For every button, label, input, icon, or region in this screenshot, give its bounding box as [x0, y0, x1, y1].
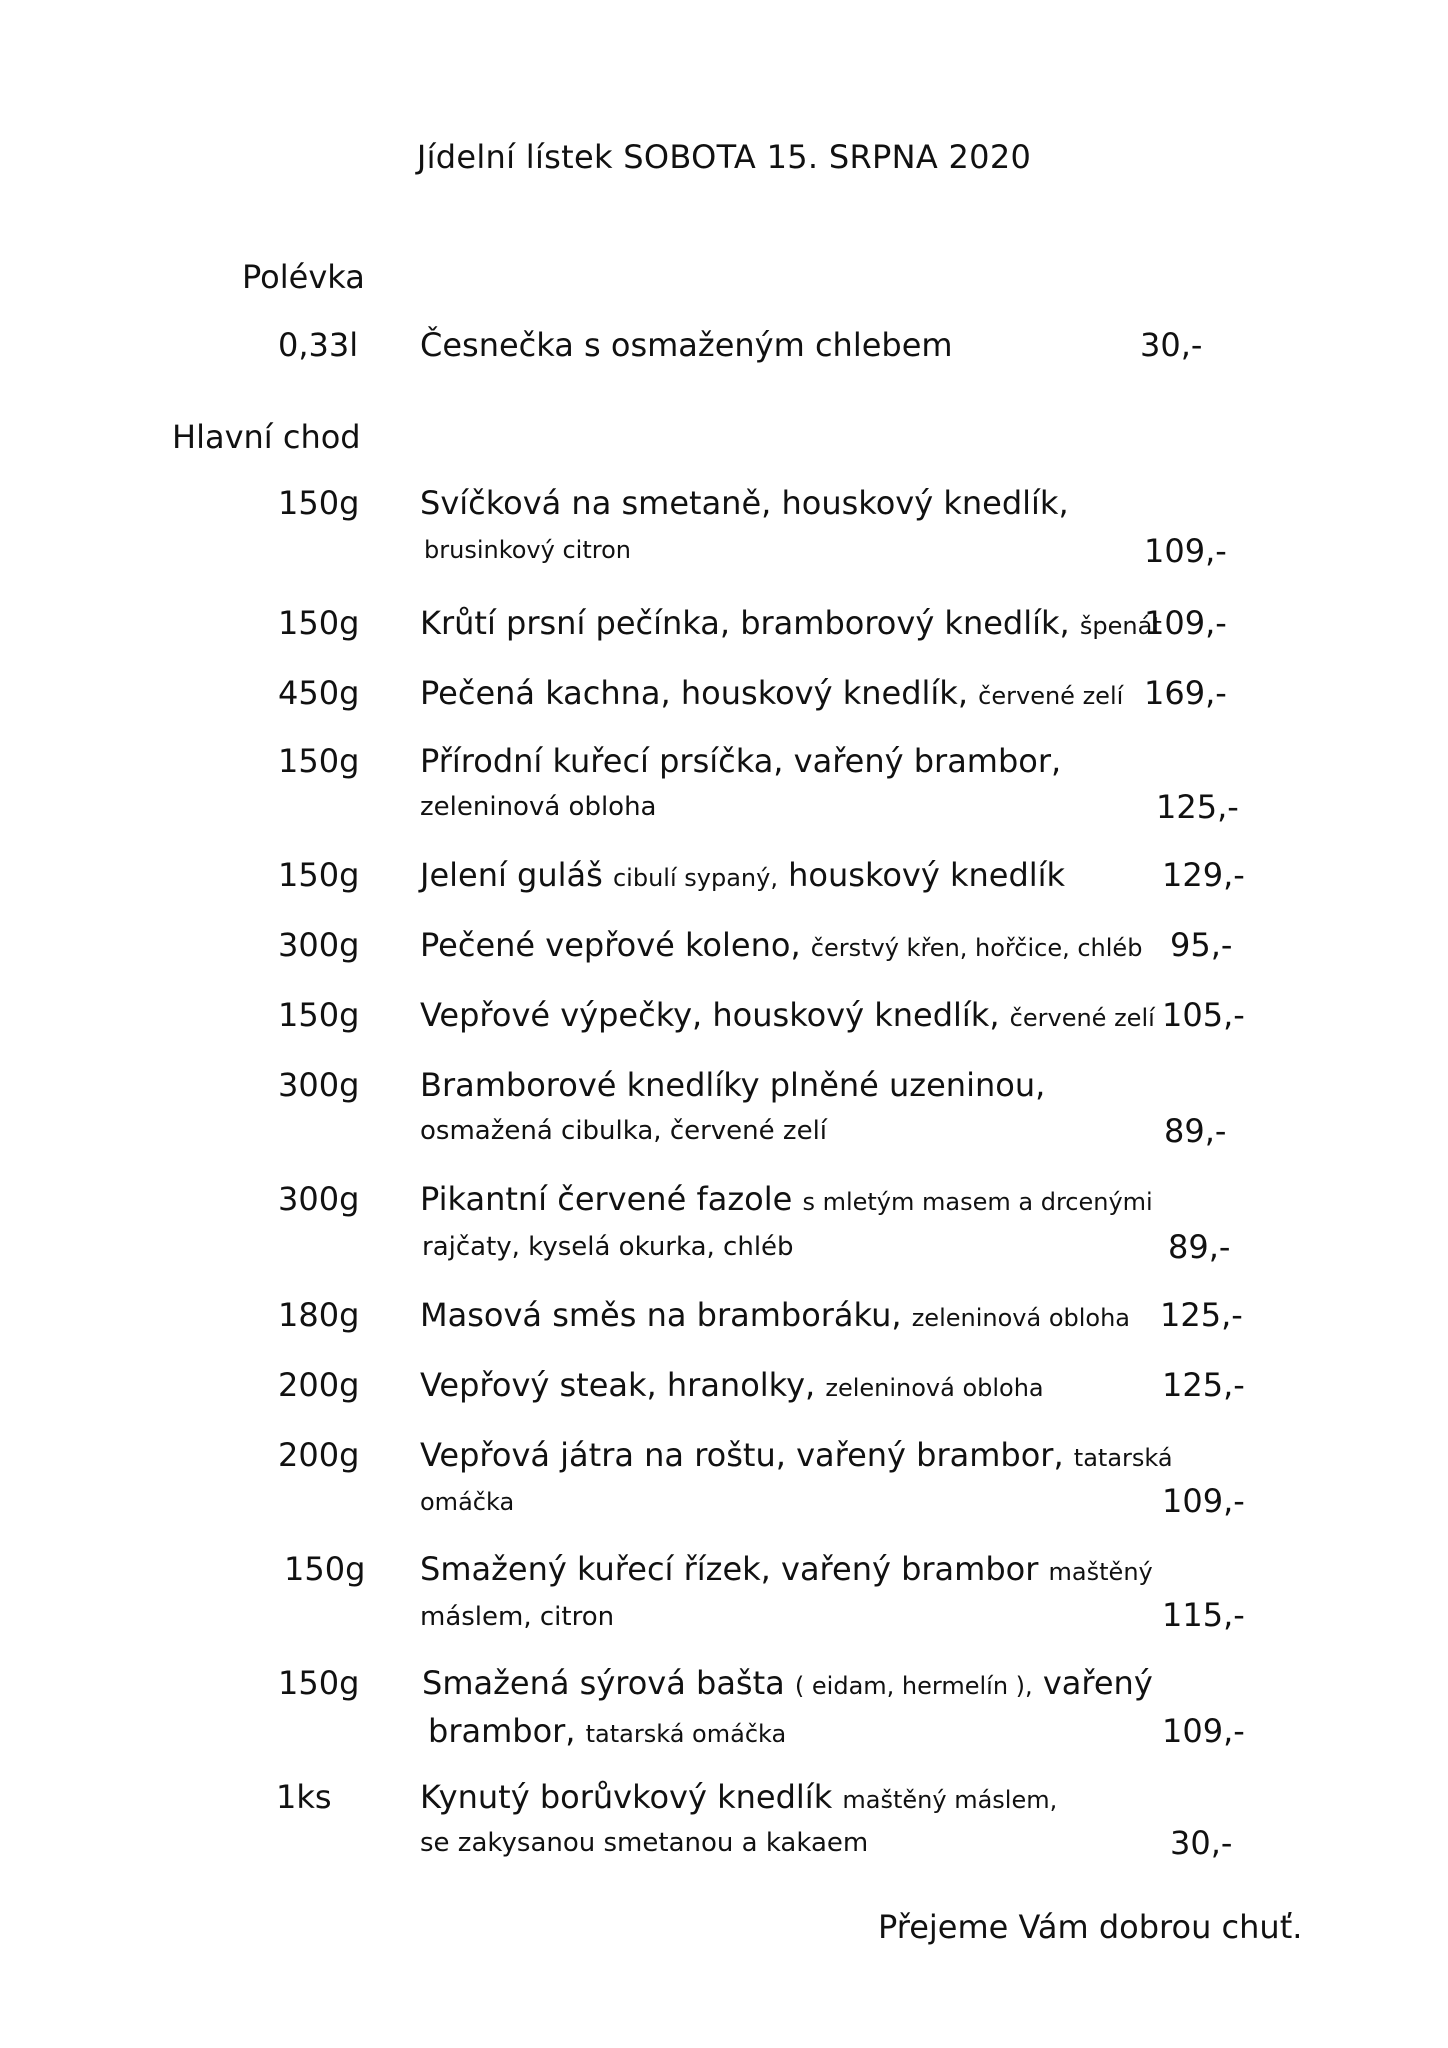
item-qty: 180g	[278, 1296, 360, 1334]
item-name	[420, 1180, 1153, 1218]
item-small: červené zelí	[1009, 1004, 1155, 1032]
item-main-continued: vařený	[1042, 1664, 1153, 1702]
item-price: 105,-	[1162, 996, 1245, 1034]
item-name: Česnečka s osmaženým chlebem	[420, 326, 953, 364]
item-price: 125,-	[1160, 1296, 1243, 1334]
item-qty: 150g	[278, 856, 360, 894]
item-price: 115,-	[1162, 1596, 1245, 1634]
item-main: Vepřové výpečky, houskový knedlík,	[420, 996, 1000, 1034]
item-main: Krůtí prsní pečínka, bramborový knedlík,	[420, 604, 1070, 642]
section-soup-heading: Polévka	[242, 258, 365, 296]
item-price: 109,-	[1144, 532, 1227, 570]
item-detail: se zakysanou smetanou a kakaem	[420, 1828, 869, 1858]
item-small: špenát	[1079, 612, 1162, 640]
page-title: Jídelní lístek SOBOTA 15. SRPNA 2020	[416, 138, 1032, 176]
item-price: 129,-	[1162, 856, 1245, 894]
item-price: 169,-	[1144, 674, 1227, 712]
item-qty: 1ks	[276, 1778, 332, 1816]
item-price: 109,-	[1162, 1482, 1245, 1520]
item-qty: 150g	[278, 604, 360, 642]
item-qty: 150g	[278, 484, 360, 522]
item-price: 30,-	[1140, 326, 1203, 364]
item-small: čerstvý křen, hořčice, chléb	[810, 934, 1143, 962]
item-detail: brusinkový citron	[424, 536, 631, 564]
item-price: 89,-	[1164, 1112, 1227, 1150]
item-main: Smažený kuřecí řízek, vařený brambor	[420, 1550, 1039, 1588]
item-qty: 450g	[278, 674, 360, 712]
section-main-heading: Hlavní chod	[172, 418, 361, 456]
item-detail-main: brambor,	[428, 1712, 576, 1750]
item-main: Smažená sýrová bašta	[422, 1664, 785, 1702]
item-qty: 150g	[278, 742, 360, 780]
item-small: zeleninová obloha	[825, 1374, 1044, 1402]
item-name	[420, 604, 1162, 642]
item-qty: 150g	[278, 996, 360, 1034]
item-name: Bramborové knedlíky plněné uzeninou,	[420, 1066, 1046, 1104]
item-detail-small: tatarská omáčka	[585, 1720, 787, 1748]
item-name	[422, 1664, 1153, 1702]
item-price: 125,-	[1162, 1366, 1245, 1404]
item-detail	[428, 1712, 786, 1750]
item-main: Jelení guláš	[420, 856, 603, 894]
item-qty: 200g	[278, 1436, 360, 1474]
item-small: s mletým masem a drcenými	[802, 1188, 1153, 1216]
item-main: Pečené vepřové koleno,	[420, 926, 801, 964]
item-qty: 150g	[284, 1550, 366, 1588]
item-price: 30,-	[1170, 1824, 1233, 1862]
item-qty: 0,33l	[278, 326, 359, 364]
item-small: tatarská	[1073, 1444, 1173, 1472]
item-detail: osmažená cibulka, červené zelí	[420, 1116, 828, 1146]
item-small: ( eidam, hermelín ),	[794, 1672, 1033, 1700]
item-small: maštěný	[1048, 1558, 1153, 1586]
item-name	[420, 926, 1142, 964]
item-name	[420, 996, 1155, 1034]
item-main: Masová směs na bramboráku,	[420, 1296, 902, 1334]
item-name: Přírodní kuřecí prsíčka, vařený brambor,	[420, 742, 1062, 780]
item-main: Vepřová játra na roštu, vařený brambor,	[420, 1436, 1064, 1474]
item-name	[420, 1366, 1044, 1404]
item-main-continued: houskový knedlík	[788, 856, 1066, 894]
item-qty: 200g	[278, 1366, 360, 1404]
item-price: 109,-	[1144, 604, 1227, 642]
item-name	[420, 1296, 1130, 1334]
item-small: červené zelí	[978, 682, 1124, 710]
item-small: maštěný máslem,	[842, 1786, 1058, 1814]
item-small: zeleninová obloha	[911, 1304, 1130, 1332]
item-detail: rajčaty, kyselá okurka, chléb	[422, 1232, 794, 1262]
item-small: cibulí sypaný,	[612, 864, 778, 892]
item-name	[420, 1436, 1173, 1474]
item-detail: máslem, citron	[420, 1602, 615, 1632]
item-main: Pečená kachna, houskový knedlík,	[420, 674, 968, 712]
item-qty: 300g	[278, 1066, 360, 1104]
item-name: Svíčková na smetaně, houskový knedlík,	[420, 484, 1069, 522]
item-main: Vepřový steak, hranolky,	[420, 1366, 816, 1404]
item-name	[420, 1778, 1057, 1816]
item-price: 89,-	[1168, 1228, 1231, 1266]
item-detail: zeleninová obloha	[420, 792, 657, 822]
item-qty: 150g	[278, 1664, 360, 1702]
item-qty: 300g	[278, 1180, 360, 1218]
item-price: 109,-	[1162, 1712, 1245, 1750]
item-detail: omáčka	[420, 1488, 515, 1516]
item-main: Kynutý borůvkový knedlík	[420, 1778, 833, 1816]
item-price: 95,-	[1170, 926, 1233, 964]
item-main: Pikantní červené fazole	[420, 1180, 793, 1218]
item-name	[420, 1550, 1153, 1588]
closing-wish: Přejeme Vám dobrou chuť.	[878, 1908, 1303, 1946]
item-price: 125,-	[1156, 788, 1239, 826]
item-qty: 300g	[278, 926, 360, 964]
item-name	[420, 674, 1123, 712]
item-name	[420, 856, 1065, 894]
